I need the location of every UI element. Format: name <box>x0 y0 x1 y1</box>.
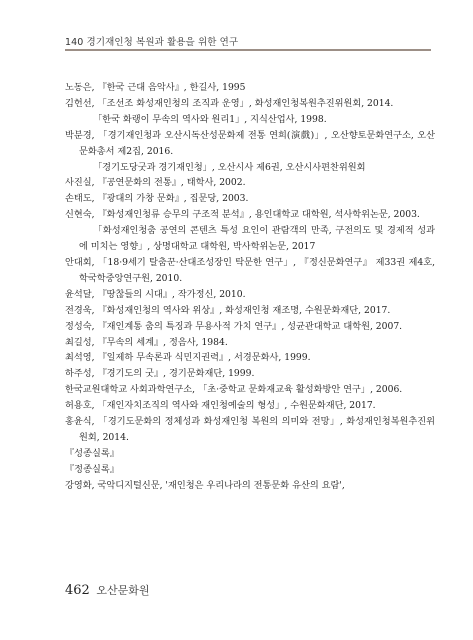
reference-entry: 전경욱, 『화성재인청의 역사와 위상』, 화성재인청 재조명, 수원문화재단, 2017. <box>65 304 391 316</box>
reference-entry: 노동은, 『한국 근대 음악사』, 한길사, 1995 <box>65 82 246 93</box>
reference-entry: 안대회, 「18·9세기 탈춤꾼·산대조성장인 탁문한 연구」, 『정신문화연구』 제33권 제4호, 학국학중앙연구원, 2010. <box>65 256 435 284</box>
reference-entry: 하주성, 『경기도의 굿』, 경기문화재단, 1999. <box>65 368 255 380</box>
reference-entry: 「화성재인청춤 공연의 콘텐츠 특성 요인이 관람객의 만족, 구전의도 및 경제적 성과에 미치는 영향」, 상명대학교 대학원, 박사학위논문, 2017 <box>79 225 435 253</box>
reference-entry: 손태도, 『광대의 가창 문화』, 집문당, 2003. <box>65 193 249 205</box>
running-header <box>65 34 238 48</box>
reference-entry: 『정종실록』 <box>65 463 119 475</box>
page-footer <box>65 582 149 598</box>
reference-entry: 『성종실록』 <box>65 447 119 459</box>
reference-entry: 한국교원대학교 사회과학연구소, 「초·중학교 문화재교육 활성화방안 연구」, 2006. <box>65 384 403 396</box>
reference-entry: 윤석달, 『땅찮들의 시대』, 작가정신, 2010. <box>65 288 246 300</box>
header-rule <box>65 49 431 51</box>
reference-list <box>65 80 435 494</box>
reference-entry: 허용호, 「재인자치조직의 역사와 재인청예술의 형성」, 수원문화재단, 2017. <box>65 400 376 412</box>
running-header-title: 140 경기재인청 복원과 활용을 위한 연구 <box>65 37 239 48</box>
reference-entry: 정성숙, 『재인계통 춤의 특징과 무용사적 가치 연구』, 성균관대학교 대학원, 2007. <box>65 320 403 332</box>
reference-entry: 최석영, 『일제하 무속론과 식민지권력』, 서경문화사, 1999. <box>65 352 311 364</box>
reference-entry: 김헌선, 「조선조 화성재인청의 조직과 운영」, 화성재인청복원추진위원회, 2014. <box>65 97 394 109</box>
reference-entry: 강영화, 국악디지털신문, '재인청은 우리나라의 전통문화 유산의 요람', <box>65 479 345 491</box>
publication-name: 오산문화원 <box>96 584 150 597</box>
reference-entry: 「경기도당굿과 경기재인청」, 오산시사 제6권, 오산시사편찬위원회 <box>93 161 366 173</box>
reference-entry: 「한국 화랭이 무속의 역사와 원리1」, 지식산업사, 1998. <box>93 113 327 125</box>
reference-entry: 신현숙, 『화성재인청류 승무의 구조적 분석』, 용인대학교 대학원, 석사학위논문, 2003. <box>65 209 420 221</box>
reference-entry: 최길성, 『무속의 세계』, 정음사, 1984. <box>65 336 228 348</box>
page-number: 462 <box>65 583 90 598</box>
reference-entry: 박분경, 「경기재인청과 오산시독산성문화제 전통 연희(演戲)」, 오산향토문화연구소, 오산문화총서 제2집, 2016. <box>65 129 435 157</box>
reference-entry: 사진실, 『공연문화의 전통』, 태학사, 2002. <box>65 177 246 189</box>
reference-entry: 홍윤식, 「경기도문화의 정체성과 화성재인청 복원의 의미와 전망」, 화성재인청복원추진위원회, 2014. <box>65 416 435 443</box>
